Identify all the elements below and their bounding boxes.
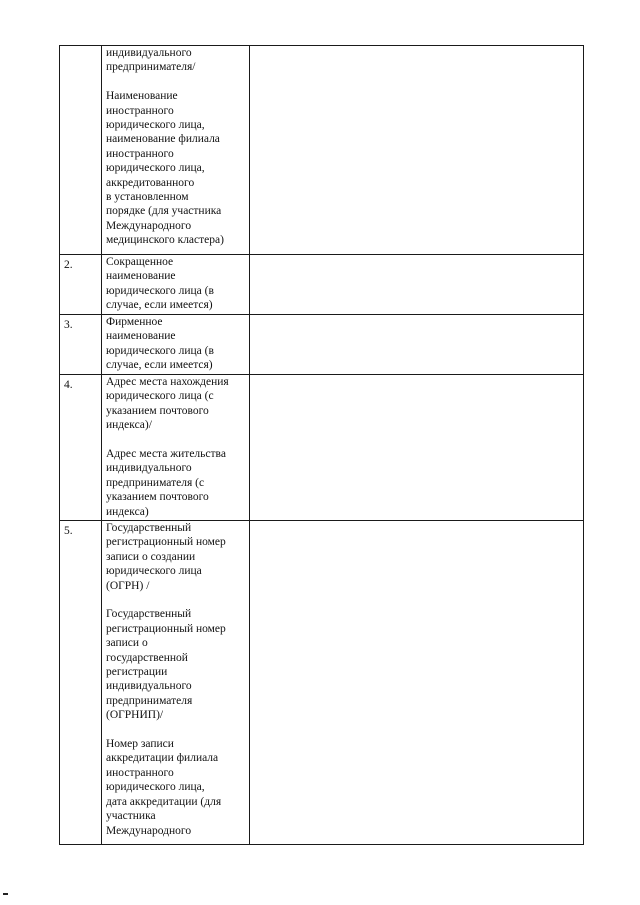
- field-value-cell[interactable]: [250, 255, 584, 315]
- field-label-cell: [102, 375, 250, 521]
- field-label-text: Государственный регистрационный номер записи о государственной регистрации индивидуального предпринимателя (ОГРНИП)/: [106, 608, 226, 722]
- row-number: 2.: [64, 259, 73, 271]
- field-value-cell[interactable]: [250, 521, 584, 845]
- table-row: [60, 521, 584, 845]
- field-label-text: Номер записи аккредитации филиала иностранного юридического лица, дата аккредитации (для участника Международного: [106, 738, 222, 837]
- table-row: [60, 375, 584, 521]
- field-label-text: Наименование иностранного юридического лица, наименование филиала иностранного юридического лица, аккредитованного в установленном порядке (для участника Международного медицинского кластера): [106, 90, 224, 247]
- table-row: [60, 255, 584, 315]
- field-value-cell[interactable]: [250, 46, 584, 255]
- table-row: [60, 46, 584, 255]
- scan-artifact: [3, 893, 8, 895]
- field-label-cell: [102, 46, 250, 255]
- row-number-cell: [60, 375, 102, 521]
- registration-form-table: [59, 45, 584, 845]
- field-label-text: Адрес места нахождения юридического лица (с указанием почтового индекса)/: [106, 376, 229, 432]
- field-label-cell: [102, 521, 250, 845]
- row-number: [60, 46, 101, 49]
- field-value-cell[interactable]: [250, 375, 584, 521]
- field-label-text: Адрес места жительства индивидуального предпринимателя (с указанием почтового индекса): [106, 448, 226, 518]
- row-number: 5.: [64, 525, 73, 537]
- field-label-cell: [102, 315, 250, 375]
- row-number-cell: [60, 315, 102, 375]
- field-label-text: индивидуального предпринимателя/: [106, 47, 196, 74]
- row-number-cell: [60, 46, 102, 255]
- row-number: 3.: [64, 319, 73, 331]
- field-label-text: Фирменное наименование юридического лица (в случае, если имеется): [106, 316, 214, 372]
- table-row: [60, 315, 584, 375]
- field-label-text: Государственный регистрационный номер записи о создании юридического лица (ОГРН) /: [106, 522, 226, 592]
- row-number: 4.: [64, 379, 73, 391]
- field-label-cell: [102, 255, 250, 315]
- field-label-text: Сокращенное наименование юридического лица (в случае, если имеется): [106, 256, 214, 312]
- field-value-cell[interactable]: [250, 315, 584, 375]
- row-number-cell: [60, 521, 102, 845]
- row-number-cell: [60, 255, 102, 315]
